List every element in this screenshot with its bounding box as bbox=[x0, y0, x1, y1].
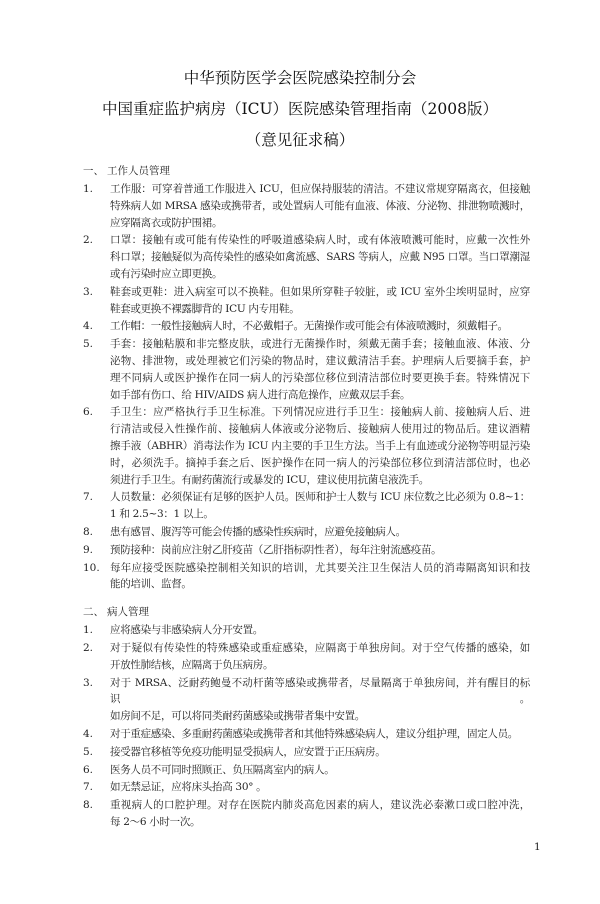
item-text-line: 能的培训、监督。 bbox=[110, 578, 192, 591]
title-block bbox=[0, 0, 600, 156]
list-item bbox=[83, 622, 533, 639]
item-text-line: 科口罩；接触疑似为高传染性的感染如禽流感、SARS 等病人，应戴 N95 口罩。当口罩潮湿 bbox=[110, 251, 530, 264]
list-item bbox=[83, 560, 533, 594]
section-heading bbox=[83, 604, 533, 622]
page-number: 1 bbox=[534, 840, 541, 853]
page-footer bbox=[0, 832, 600, 904]
item-number: 1. bbox=[83, 624, 94, 637]
document-title: 中国重症监护病房（ICU）医院感染管理指南（2008版） bbox=[102, 100, 498, 118]
item-text-line: 或有污染时应立即更换。 bbox=[110, 267, 223, 280]
item-number: 9. bbox=[83, 543, 94, 556]
list-item bbox=[83, 726, 533, 743]
item-number: 3. bbox=[83, 285, 94, 298]
section-heading-text: 病人管理 bbox=[107, 606, 149, 619]
section-heading bbox=[83, 163, 533, 181]
item-text-line: 如手部有伤口、给 HIV/AIDS 病人进行高危操作，应戴双层手套。 bbox=[110, 388, 411, 401]
list-item bbox=[83, 542, 533, 559]
item-text-line: 患有感冒、腹泻等可能会传播的感染性疾病时，应避免接触病人。 bbox=[110, 525, 406, 538]
document-body bbox=[0, 163, 533, 832]
list-item bbox=[83, 404, 533, 488]
item-text-line: 手套：接触粘膜和非完整皮肤，或进行无菌操作时，须戴无菌手套；接触血液、体液、分 bbox=[110, 338, 530, 351]
item-text-line: 泌物、排泄物，或处理被它们污染的物品时，建议戴清洁手套。护理病人后要摘手套，护 bbox=[110, 354, 530, 367]
item-text-line: 重视病人的口腔护理。对存在医院内肺炎高危因素的病人，建议洗必泰漱口或口腔冲洗， bbox=[110, 799, 530, 812]
item-number: 5. bbox=[83, 338, 94, 351]
list-item bbox=[83, 744, 533, 761]
section-patient-management bbox=[83, 604, 533, 831]
section-staff-management bbox=[83, 163, 533, 593]
item-number: 2. bbox=[83, 641, 94, 654]
item-text-line: 如无禁忌证，应将床头抬高 30° 。 bbox=[110, 781, 267, 794]
item-text-line: 须进行手卫生。有耐药菌流行或暴发的 ICU，建议使用抗菌皂液洗手。 bbox=[110, 473, 429, 486]
organization-title: 中华预防医学会医院感染控制分会 bbox=[183, 69, 417, 87]
item-text-line: 工作帽：一般性接触病人时，不必戴帽子。无菌操作或可能会有体液喷溅时，须戴帽子。 bbox=[110, 320, 508, 333]
item-number: 10. bbox=[83, 561, 100, 574]
item-text-line: 预防接种：岗前应注射乙肝疫苗（乙肝指标阴性者），每年注射流感疫苗。 bbox=[110, 543, 442, 556]
list-item bbox=[83, 797, 533, 831]
item-number: 4. bbox=[83, 727, 94, 740]
item-text-line: 口罩：接触有或可能有传染性的呼吸道感染病人时，或有体液喷溅可能时，应戴一次性外 bbox=[110, 234, 530, 247]
item-text-line: 行清洁或侵入性操作前、接触病人体液或分泌物后、接触病人使用过的物品后。建议酒精 bbox=[110, 423, 530, 436]
item-text-line: 擦手液（ABHR）消毒法作为 ICU 内主要的手卫生方法。当手上有血迹或分泌物等明显污染 bbox=[110, 439, 530, 452]
item-text-line: 医务人员不可同时照顾正、负压隔离室内的病人。 bbox=[110, 763, 335, 776]
item-number: 7. bbox=[83, 781, 94, 794]
item-number: 2. bbox=[83, 234, 94, 247]
list-item bbox=[83, 640, 533, 674]
list-item bbox=[83, 779, 533, 796]
list-item bbox=[83, 318, 533, 335]
list-item bbox=[83, 675, 533, 725]
item-text-line: 对于疑似有传染性的特殊感染或重症感染，应隔离于单独房间。对于空气传播的感染，如 bbox=[110, 641, 530, 654]
list-item bbox=[83, 284, 533, 318]
item-text-line: 特殊病人如 MRSA 感染或携带者，或处置病人可能有血液、体液、分泌物、排泄物喷溅时， bbox=[110, 199, 530, 212]
item-number: 8. bbox=[83, 799, 94, 812]
item-text-line: 接受器官移植等免疫功能明显受损病人，应安置于正压病房。 bbox=[110, 745, 386, 758]
section-number: 二、 bbox=[83, 606, 104, 619]
item-text-line: 开放性肺结核，应隔离于负压病房。 bbox=[110, 658, 274, 671]
item-text-line: 人员数量：必须保证有足够的医护人员。医师和护士人数与 ICU 床位数之比必须为 0.8~1： bbox=[110, 491, 530, 504]
item-number: 7. bbox=[83, 491, 94, 504]
item-number: 1. bbox=[83, 183, 94, 195]
item-text-line: 对于重症感染、多重耐药菌感染或携带者和其他特殊感染病人，建议分组护理，固定人员。 bbox=[110, 727, 518, 740]
item-number: 8. bbox=[83, 525, 94, 538]
item-text-line: 每年应接受医院感染控制相关知识的培训，尤其要关注卫生保洁人员的消毒隔离知识和技 bbox=[110, 561, 530, 574]
item-text-line: 每 2～6 小时一次。 bbox=[110, 815, 201, 828]
list-item bbox=[83, 762, 533, 779]
section-heading-text: 工作人员管理 bbox=[107, 165, 170, 177]
list-item bbox=[83, 336, 533, 403]
item-text-line: 1 和 2.5~3：1 以上。 bbox=[110, 508, 214, 521]
item-number: 6. bbox=[83, 763, 94, 776]
item-text-line: 应穿隔离衣或防护围裙。 bbox=[110, 216, 223, 229]
item-text-line: 鞋套或更鞋：进入病室可以不换鞋。但如果所穿鞋子较脏，或 ICU 室外尘埃明显时，应穿 bbox=[110, 285, 530, 298]
item-text-line: 如房间不足，可以将同类耐药菌感染或携带者集中安置。 bbox=[110, 710, 365, 723]
section-number: 一、 bbox=[83, 165, 104, 177]
item-text-line: 工作服：可穿着普通工作服进入 ICU，但应保持服装的清洁。不建议常规穿隔离衣，但接触 bbox=[110, 183, 530, 195]
list-item bbox=[83, 489, 533, 523]
item-text-line: 应将感染与非感染病人分开安置。 bbox=[110, 624, 263, 637]
list-item bbox=[83, 524, 533, 541]
document-subtitle: （意见征求稿） bbox=[245, 131, 355, 149]
item-text-line: 对于 MRSA、泛耐药鲍曼不动杆菌等感染或携带者，尽量隔离于单独房间，并有醒目的标识。 bbox=[110, 676, 530, 706]
item-text-line: 时，必须洗手。摘掉手套之后、医护操作在同一病人的污染部位移位到清洁部位时，也必 bbox=[110, 456, 530, 469]
item-text-line: 鞋套或更换不裸露脚背的 ICU 内专用鞋。 bbox=[110, 302, 300, 315]
item-number: 5. bbox=[83, 745, 94, 758]
item-number: 6. bbox=[83, 406, 94, 419]
list-item bbox=[83, 181, 533, 231]
item-text-line: 手卫生：应严格执行手卫生标准。下列情况应进行手卫生：接触病人前、接触病人后、进 bbox=[110, 406, 530, 419]
list-item bbox=[83, 232, 533, 282]
item-text-line: 理不同病人或医护操作在同一病人的污染部位移位到清洁部位时要更换手套。特殊情况下 bbox=[110, 371, 530, 384]
item-number: 3. bbox=[83, 676, 94, 689]
item-number: 4. bbox=[83, 320, 94, 333]
